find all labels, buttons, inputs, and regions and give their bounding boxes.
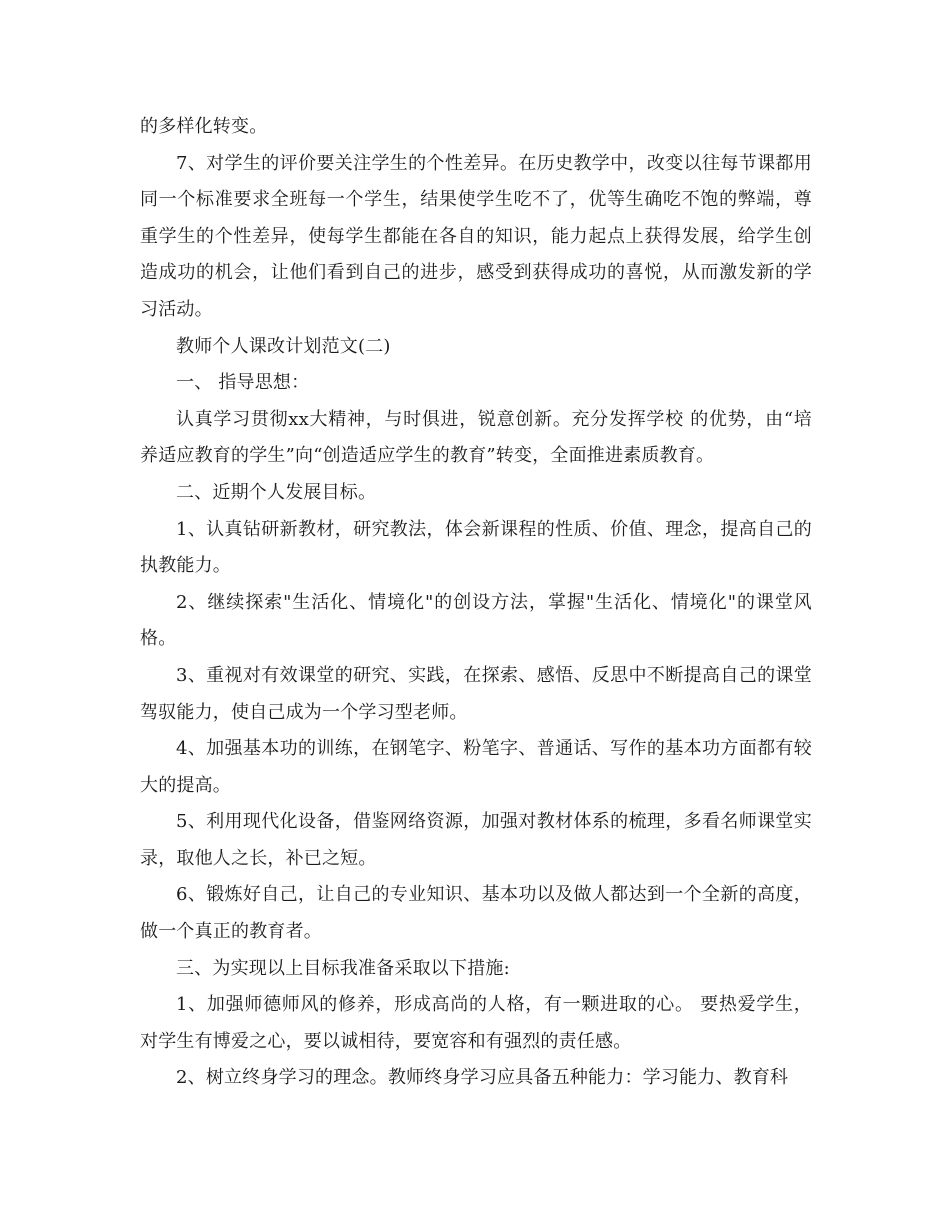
paragraph-continuation: 的多样化转变。 — [140, 116, 268, 137]
document-page — [140, 109, 812, 1097]
measure-item-2: 2、树立终身学习的理念。教师终身学习应具备五种能力：学习能力、教育科 — [176, 1067, 789, 1089]
goal-item-6: 6、锻炼好自己，让自己的专业知识、基本功以及做人都达到一个全新的高度，做一个真正的教育者。 — [140, 884, 812, 943]
goal-item-2: 2、继续探索"生活化、情境化"的创设方法，掌握"生活化、情境化"的课堂风格。 — [140, 591, 812, 650]
goal-item-3: 3、重视对有效课堂的研究、实践，在探索、感悟、反思中不断提高自己的课堂驾驭能力，使自己成为一个学习型老师。 — [140, 664, 812, 723]
goal-item-5: 5、利用现代化设备，借鉴网络资源，加强对教材体系的梳理，多看名师课堂实录，取他人之长，补已之短。 — [140, 811, 812, 869]
heading-development-goals: 二、近期个人发展目标。 — [176, 481, 377, 503]
paragraph-item-7: 7、对学生的评价要关注学生的个性差异。在历史教学中，改变以往每节课都用同一个标准要求全班每一个学生，结果使学生吃不了，优等生确吃不饱的弊端，尊重学生的个性差异，使每学生都能在各自的知识，能力起点上获得发展，给学生创造成功的机会，让他们看到自己的进步，感受到获得成功的喜悦，从而激发新的学习活动。 — [140, 152, 812, 320]
section-title: 教师个人课改计划范文(二) — [176, 335, 391, 357]
measure-item-1: 1、加强师德师风的修养，形成高尚的人格，有一颗进取的心。 要热爱学生，对学生有博爱之心，要以诚相待，要宽容和有强烈的责任感。 — [140, 994, 812, 1052]
goal-item-4: 4、加强基本功的训练，在钢笔字、粉笔字、普通话、写作的基本功方面都有较大的提高。 — [140, 738, 812, 796]
paragraph-guiding-thought: 认真学习贯彻xx大精神，与时俱进，锐意创新。充分发挥学校 的优势，由“培养适应教育的学生”向“创造适应学生的教育”转变，全面推进素质教育。 — [140, 408, 812, 467]
heading-measures: 三、为实现以上目标我准备采取以下措施: — [176, 957, 510, 979]
goal-item-1: 1、认真钻研新教材，研究教法，体会新课程的性质、价值、理念，提高自己的执教能力。 — [140, 518, 812, 577]
heading-guiding-thought: 一、 指导思想： — [176, 372, 310, 394]
